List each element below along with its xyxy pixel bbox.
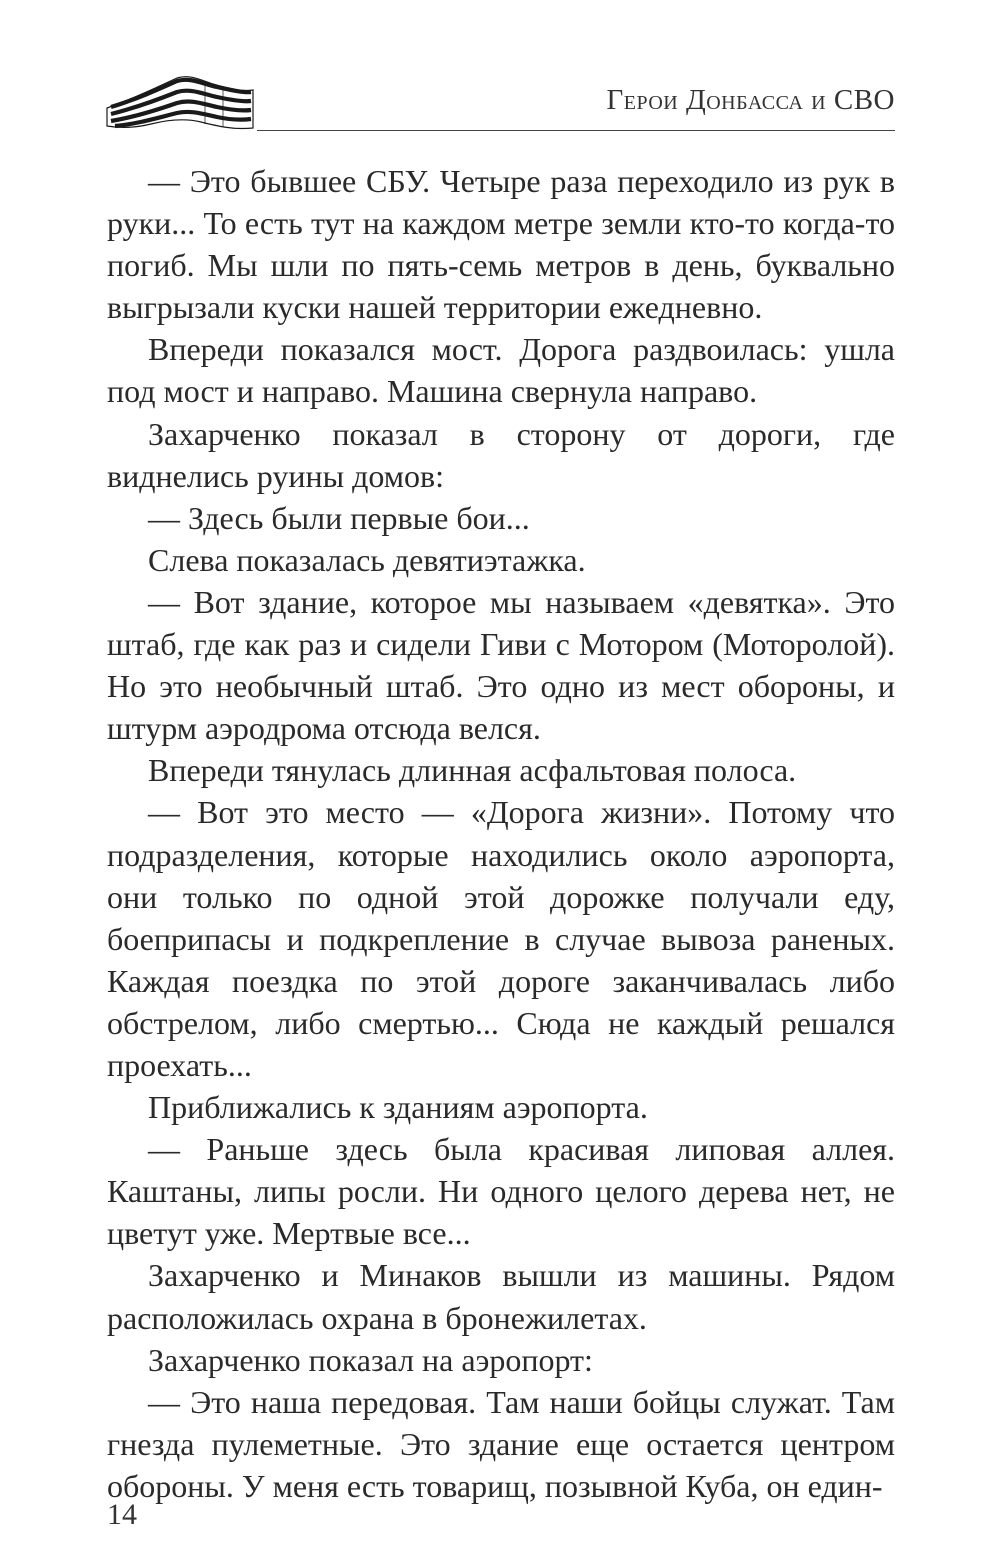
paragraph: — Это наша передовая. Там наши бойцы служат. Там гнезда пулеметные. Это здание еще остается центром обороны. У меня есть товарищ, позывной Куба, он един- [107,1383,895,1504]
paragraph: Слева показалась девятиэтажка. [148,541,586,578]
paragraph: Захарченко показал на аэропорт: [148,1341,593,1378]
running-title: Герои Донбасса и СВО [606,84,895,116]
paragraph: — Раньше здесь была красивая липовая аллея. Каштаны, липы росли. Ни одного целого дерева нет, не цветут уже. Мертвые все... [107,1131,895,1252]
paragraph: — Вот здание, которое мы называем «девятка». Это штаб, где как раз и сидели Гиви с Мотором (Моторолой). Но это необычный штаб. Это одно из мест обороны, и штурм аэродрома отсюда велся. [107,583,895,747]
header-rule [257,130,895,131]
paragraph: — Вот это место — «Дорога жизни». Потому что подразделения, которые находились около аэропорта, они только по одной этой дорожке получали еду, боеприпасы и подкрепление в случае вывоза раненых. Каждая поездка по этой дороге заканчивалась либо обстрелом, либо смертью... Сюда не каждый решался проехать... [107,794,895,1083]
paragraph: Захарченко и Минаков вышли из машины. Рядом расположилась охрана в бронежилетах. [107,1257,895,1336]
paragraph: — Здесь были первые бои... [148,499,530,536]
paragraph: Впереди тянулась длинная асфальтовая полоса. [148,752,797,789]
page-number: 14 [107,1498,137,1531]
paragraph: Приближались к зданиям аэропорта. [148,1089,648,1126]
ribbon-icon [105,72,255,132]
paragraph: — Это бывшее СБУ. Четыре раза переходило из рук в руки... То есть тут на каждом метре земли кто-то когда-то погиб. Мы шли по пять-семь метров в день, буквально выгрызали куски нашей территории ежедневно. [107,163,895,326]
paragraph: Захарченко показал в сторону от дороги, где виднелись руины домов: [107,415,895,494]
paragraph: Впереди показался мост. Дорога раздвоилась: ушла под мост и направо. Машина свернула направо. [107,331,895,410]
body-text [107,160,895,1507]
running-header [105,66,895,136]
